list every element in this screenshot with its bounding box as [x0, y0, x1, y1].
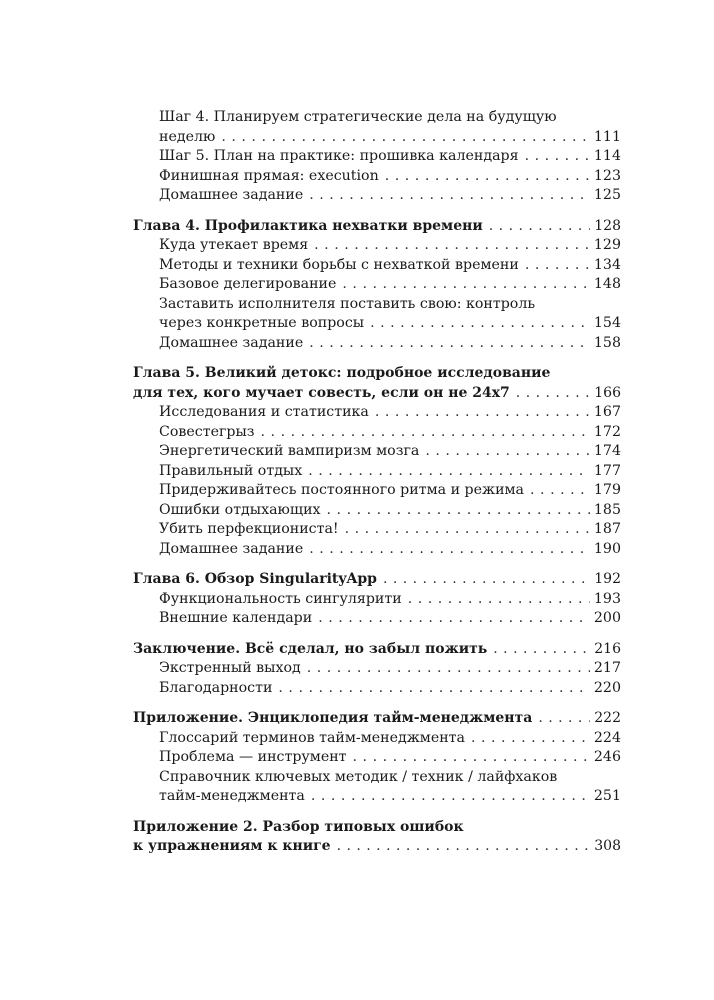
- dot-leader: [525, 147, 590, 167]
- toc-section: [133, 640, 621, 699]
- page-number: 222: [594, 710, 621, 726]
- page-number: 125: [593, 187, 621, 203]
- page-number: 190: [593, 540, 621, 557]
- toc-section-entry: [133, 481, 621, 501]
- page-number: 193: [593, 590, 621, 607]
- dot-leader: [530, 481, 590, 501]
- toc-section: [133, 108, 621, 206]
- chapter-title-line: Приложение 2. Разбор типовых ошибок: [133, 818, 464, 835]
- dot-leader: [525, 256, 590, 276]
- dot-leader: [342, 275, 590, 295]
- page-number: 177: [593, 462, 621, 479]
- toc-section: [133, 217, 621, 354]
- toc-section-entry: [133, 236, 621, 256]
- toc-section-entry: [133, 590, 621, 610]
- page-number: 220: [593, 679, 621, 696]
- section-title: Проблема — инструмент: [159, 749, 347, 765]
- dot-leader: [353, 748, 590, 768]
- section-title-line: Шаг 4. Планируем стратегические дела на будущую: [159, 109, 557, 125]
- dot-leader: [489, 217, 591, 237]
- toc-section-entry: [133, 147, 621, 167]
- chapter-title: Заключение. Всё сделал, но забыл пожить: [133, 640, 488, 657]
- dot-leader: [538, 709, 590, 729]
- section-title: Куда утекает время: [159, 237, 309, 253]
- toc-section: [133, 570, 621, 629]
- page-number: 123: [593, 167, 621, 184]
- dot-leader: [314, 236, 590, 256]
- page-number: 224: [593, 729, 621, 746]
- section-title: Придерживайтесь постоянного ритма и режима: [159, 482, 525, 498]
- chapter-title-line: Глава 5. Великий детокс: подробное исследование: [133, 365, 551, 381]
- dot-leader: [309, 186, 590, 206]
- toc-chapter-entry: [133, 709, 621, 729]
- dot-leader: [471, 729, 590, 749]
- section-title: Совестегрыз: [159, 423, 255, 440]
- dot-leader: [408, 590, 590, 610]
- toc-section: [133, 818, 621, 857]
- toc-section-entry: [133, 186, 621, 206]
- section-title: Убить перфекциониста!: [159, 521, 339, 537]
- section-title: Экстренный выход: [159, 660, 301, 676]
- toc-section-entry: [133, 659, 621, 679]
- section-title: Домашнее задание: [159, 187, 304, 203]
- dot-leader: [493, 640, 590, 660]
- toc-section-entry: [133, 787, 621, 807]
- section-title: Функциональность сингулярити: [159, 590, 402, 607]
- toc-section-entry: [133, 442, 621, 462]
- toc-section-entry: [133, 679, 621, 699]
- page-number: 111: [593, 128, 621, 145]
- section-title: неделю: [159, 128, 216, 145]
- page-number: 129: [593, 237, 621, 253]
- section-title: Правильный отдых: [159, 462, 303, 479]
- section-title: Методы и техники борьбы с нехваткой времени: [159, 256, 519, 273]
- page-number: 179: [593, 482, 621, 498]
- page-number: 167: [593, 404, 621, 420]
- toc-section-entry: [133, 256, 621, 276]
- page-number: 172: [593, 423, 621, 440]
- chapter-title: Глава 6. Обзор SingularityApp: [133, 571, 377, 587]
- dot-leader: [375, 403, 590, 423]
- table-of-contents: [133, 108, 621, 857]
- chapter-title: для тех, кого мучает совесть, если он не 24x7: [133, 384, 510, 401]
- dot-leader: [309, 334, 590, 354]
- toc-chapter-entry: [133, 640, 621, 660]
- toc-section-entry: [133, 540, 621, 560]
- page-number: 216: [594, 640, 621, 657]
- chapter-title: к упражнениям к книге: [133, 838, 331, 854]
- page-number: 246: [593, 749, 621, 765]
- page-number: 158: [593, 334, 621, 351]
- toc-section-entry: [133, 167, 621, 187]
- section-title: Базовое делегирование: [159, 276, 337, 292]
- dot-leader: [261, 423, 590, 443]
- toc-section-entry: [133, 729, 621, 749]
- toc-section-entry: [133, 748, 621, 768]
- dot-leader: [307, 659, 590, 679]
- section-title: Финишная прямая: execution: [159, 167, 379, 184]
- page-number: 308: [594, 838, 621, 854]
- page-number: 174: [593, 443, 621, 459]
- section-title: Ошибки отдыхающих: [159, 501, 321, 518]
- page-number: 114: [593, 148, 621, 164]
- dot-leader: [309, 540, 590, 560]
- section-title-line: Заставить исполнителя поставить свою: контроль: [159, 295, 536, 312]
- chapter-title: Приложение. Энциклопедия тайм-менеджмента: [133, 710, 533, 726]
- section-title: Исследования и статистика: [159, 404, 369, 420]
- toc-section-entry: [133, 334, 621, 354]
- page-number: 128: [594, 217, 621, 234]
- toc-section: [133, 709, 621, 807]
- toc-section-entry: [133, 462, 621, 482]
- page-number: 154: [593, 315, 621, 331]
- dot-leader: [311, 787, 590, 807]
- section-title: Шаг 5. План на практике: прошивка календаря: [159, 148, 519, 164]
- toc-section-entry: [133, 128, 621, 148]
- dot-leader: [318, 609, 590, 629]
- toc-section-entry: [133, 520, 621, 540]
- page-number: 200: [593, 610, 621, 626]
- toc-chapter-entry: [133, 837, 621, 857]
- section-title: Домашнее задание: [159, 334, 304, 351]
- page-number: 187: [593, 521, 621, 537]
- section-title: Энергетический вампиризм мозга: [159, 443, 420, 459]
- section-title: Внешние календари: [159, 610, 313, 626]
- dot-leader: [345, 520, 590, 540]
- toc-section-entry: [133, 423, 621, 443]
- page-number: 134: [593, 256, 621, 273]
- page-number: 148: [593, 276, 621, 292]
- dot-leader: [370, 314, 590, 334]
- section-title: Домашнее задание: [159, 540, 304, 557]
- toc-chapter-entry: [133, 570, 621, 590]
- chapter-title: Глава 4. Профилактика нехватки времени: [133, 217, 483, 234]
- dot-leader: [221, 128, 590, 148]
- section-title-line: Справочник ключевых методик / техник / лайфхаков: [159, 768, 558, 785]
- page-number: 166: [594, 384, 621, 401]
- section-title: тайм-менеджмента: [159, 788, 305, 804]
- dot-leader: [383, 570, 590, 590]
- page-number: 217: [593, 660, 621, 676]
- dot-leader: [425, 442, 590, 462]
- page-number: 185: [593, 501, 621, 518]
- toc-section-entry: [133, 403, 621, 423]
- dot-leader: [385, 167, 590, 187]
- toc-section-entry: [133, 609, 621, 629]
- toc-chapter-entry: [133, 384, 621, 404]
- dot-leader: [308, 462, 590, 482]
- toc-chapter-entry: [133, 217, 621, 237]
- dot-leader: [516, 384, 590, 404]
- toc-section: [133, 364, 621, 559]
- section-title: Глоссарий терминов тайм-менеджмента: [159, 729, 465, 746]
- section-title: Благодарности: [159, 679, 273, 696]
- dot-leader: [327, 501, 590, 521]
- toc-section-entry: [133, 275, 621, 295]
- section-title: через конкретные вопросы: [159, 315, 365, 331]
- toc-section-entry: [133, 314, 621, 334]
- dot-leader: [337, 837, 591, 857]
- toc-section-entry: [133, 501, 621, 521]
- page-number: 251: [593, 788, 621, 804]
- page-number: 192: [594, 571, 621, 587]
- dot-leader: [278, 679, 590, 699]
